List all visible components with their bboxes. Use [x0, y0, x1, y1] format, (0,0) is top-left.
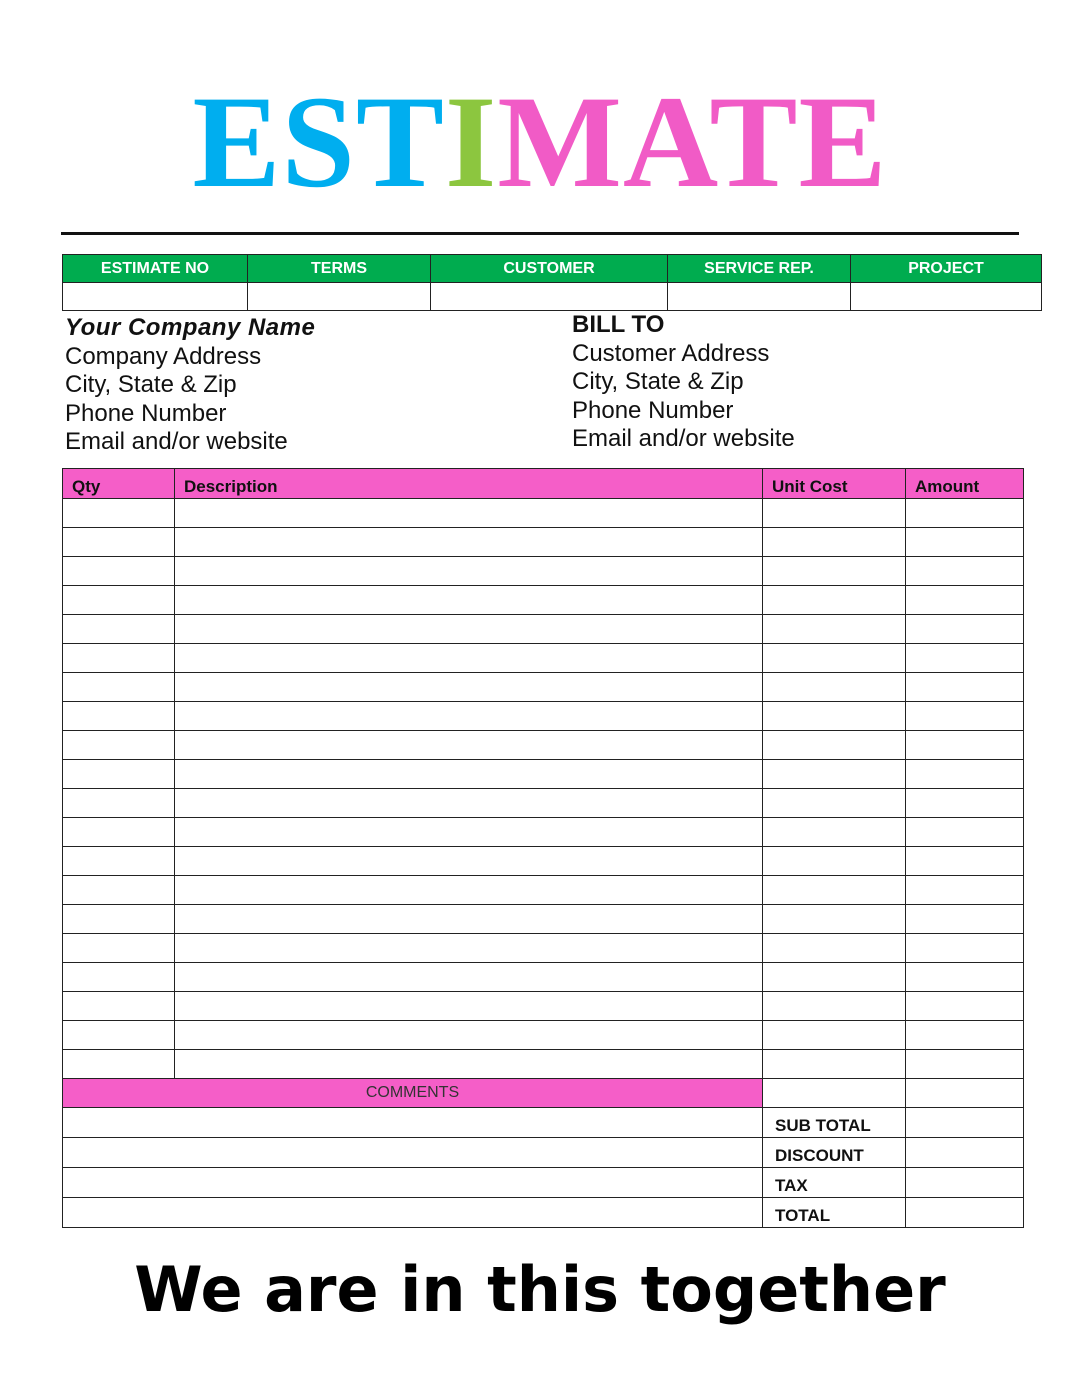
totals-amount-cell[interactable]: [906, 1138, 1024, 1168]
unit-cost-cell[interactable]: [763, 499, 906, 528]
table-row: [63, 644, 1024, 673]
title-segment-mate: MATE: [497, 68, 888, 215]
amount-cell[interactable]: [906, 557, 1024, 586]
unit-cost-cell[interactable]: [763, 702, 906, 731]
qty-cell[interactable]: [63, 702, 175, 731]
unit-cost-cell[interactable]: [763, 1050, 906, 1079]
table-row: [63, 557, 1024, 586]
description-cell[interactable]: [175, 499, 763, 528]
amount-cell[interactable]: [906, 992, 1024, 1021]
title-segment-i: I: [444, 68, 498, 215]
header-service-rep: SERVICE REP.: [668, 255, 851, 283]
customer-field[interactable]: [431, 283, 668, 311]
description-cell[interactable]: [175, 876, 763, 905]
description-cell[interactable]: [175, 789, 763, 818]
qty-cell[interactable]: [63, 876, 175, 905]
unit-cost-cell[interactable]: [763, 615, 906, 644]
description-cell[interactable]: [175, 905, 763, 934]
company-city: City, State & Zip: [65, 371, 237, 398]
header-project: PROJECT: [851, 255, 1042, 283]
amount-cell[interactable]: [906, 760, 1024, 789]
unit-cost-cell[interactable]: [763, 876, 906, 905]
title-divider: [61, 232, 1019, 235]
qty-cell[interactable]: [63, 673, 175, 702]
company-block: [65, 314, 315, 457]
company-address: Company Address: [65, 342, 262, 370]
header-customer: CUSTOMER: [431, 255, 668, 283]
amount-cell[interactable]: [906, 789, 1024, 818]
amount-cell[interactable]: [906, 1050, 1024, 1079]
table-row: [63, 876, 1024, 905]
qty-cell[interactable]: [63, 731, 175, 760]
table-row: [63, 992, 1024, 1021]
totals-spacer-cell: [763, 1079, 906, 1108]
table-row: [63, 1021, 1024, 1050]
qty-cell[interactable]: [63, 992, 175, 1021]
totals-row: [63, 1198, 1024, 1228]
qty-cell[interactable]: [63, 789, 175, 818]
description-cell[interactable]: [175, 1050, 763, 1079]
qty-cell[interactable]: [63, 644, 175, 673]
amount-cell[interactable]: [906, 963, 1024, 992]
items-header-row: [63, 469, 1024, 499]
comments-line[interactable]: [63, 1168, 763, 1198]
unit-cost-cell[interactable]: [763, 992, 906, 1021]
description-cell[interactable]: [175, 760, 763, 789]
table-row: [63, 731, 1024, 760]
table-row: [63, 702, 1024, 731]
amount-cell[interactable]: [906, 731, 1024, 760]
description-cell[interactable]: [175, 615, 763, 644]
qty-cell[interactable]: [63, 1050, 175, 1079]
header-unit-cost: Unit Cost: [763, 469, 906, 499]
qty-cell[interactable]: [63, 905, 175, 934]
totals-label: SUB TOTAL: [763, 1108, 906, 1138]
table-row: [63, 528, 1024, 557]
unit-cost-cell[interactable]: [763, 586, 906, 615]
table-row: [63, 934, 1024, 963]
totals-spacer-amount: [906, 1079, 1024, 1108]
table-row: [63, 760, 1024, 789]
unit-cost-cell[interactable]: [763, 760, 906, 789]
qty-cell[interactable]: [63, 615, 175, 644]
customer-email: Email and/or website: [572, 425, 795, 452]
amount-cell[interactable]: [906, 644, 1024, 673]
line-items-table: [62, 468, 1024, 1228]
service-rep-field[interactable]: [668, 283, 851, 311]
project-field[interactable]: [851, 283, 1042, 311]
qty-cell[interactable]: [63, 557, 175, 586]
totals-amount-cell[interactable]: [906, 1108, 1024, 1138]
estimate-info-table: [62, 254, 1042, 311]
description-cell[interactable]: [175, 1021, 763, 1050]
description-cell[interactable]: [175, 992, 763, 1021]
amount-cell[interactable]: [906, 673, 1024, 702]
table-row: [63, 499, 1024, 528]
table-row: [63, 673, 1024, 702]
qty-cell[interactable]: [63, 760, 175, 789]
unit-cost-cell[interactable]: [763, 847, 906, 876]
company-phone: Phone Number: [65, 399, 227, 427]
amount-cell[interactable]: [906, 905, 1024, 934]
qty-cell[interactable]: [63, 934, 175, 963]
amount-cell[interactable]: [906, 1021, 1024, 1050]
table-row: [63, 847, 1024, 876]
totals-label: DISCOUNT: [763, 1138, 906, 1168]
customer-address: Customer Address: [572, 339, 770, 367]
unit-cost-cell[interactable]: [763, 905, 906, 934]
comments-line[interactable]: [63, 1108, 763, 1138]
company-name: Your Company Name: [65, 314, 316, 341]
amount-cell[interactable]: [906, 876, 1024, 905]
amount-cell[interactable]: [906, 499, 1024, 528]
amount-cell[interactable]: [906, 818, 1024, 847]
description-cell[interactable]: [175, 586, 763, 615]
qty-cell[interactable]: [63, 1021, 175, 1050]
slogan: We are in this together: [134, 1253, 946, 1326]
totals-label: TOTAL: [763, 1198, 906, 1228]
header-amount: Amount: [906, 469, 1024, 499]
table-row: [63, 905, 1024, 934]
info-value-row: [63, 283, 1042, 311]
totals-row: [63, 1108, 1024, 1138]
customer-phone: Phone Number: [572, 396, 734, 424]
qty-cell[interactable]: [63, 528, 175, 557]
unit-cost-cell[interactable]: [763, 818, 906, 847]
table-row: [63, 615, 1024, 644]
terms-field[interactable]: [248, 283, 431, 311]
amount-cell[interactable]: [906, 586, 1024, 615]
description-cell[interactable]: [175, 644, 763, 673]
description-cell[interactable]: [175, 702, 763, 731]
company-email: Email and/or website: [65, 428, 288, 455]
bill-to-block: [572, 311, 795, 454]
unit-cost-cell[interactable]: [763, 673, 906, 702]
estimate-no-field[interactable]: [63, 283, 248, 311]
qty-cell[interactable]: [63, 499, 175, 528]
header-terms: TERMS: [248, 255, 431, 283]
customer-city: City, State & Zip: [572, 368, 744, 395]
comments-label: COMMENTS: [63, 1079, 763, 1108]
totals-row: [63, 1138, 1024, 1168]
comments-line[interactable]: [63, 1138, 763, 1168]
qty-cell[interactable]: [63, 963, 175, 992]
amount-cell[interactable]: [906, 934, 1024, 963]
unit-cost-cell[interactable]: [763, 789, 906, 818]
bill-to-label: BILL TO: [572, 311, 665, 338]
amount-cell[interactable]: [906, 615, 1024, 644]
description-cell[interactable]: [175, 934, 763, 963]
header-qty: Qty: [63, 469, 175, 499]
table-row: [63, 789, 1024, 818]
header-description: Description: [175, 469, 763, 499]
qty-cell[interactable]: [63, 847, 175, 876]
title-segment-est: EST: [192, 68, 445, 215]
description-cell[interactable]: [175, 528, 763, 557]
qty-cell[interactable]: [63, 586, 175, 615]
totals-row: [63, 1168, 1024, 1198]
amount-cell[interactable]: [906, 528, 1024, 557]
unit-cost-cell[interactable]: [763, 528, 906, 557]
table-row: [63, 818, 1024, 847]
qty-cell[interactable]: [63, 818, 175, 847]
header-estimate-no: ESTIMATE NO: [63, 255, 248, 283]
amount-cell[interactable]: [906, 847, 1024, 876]
comments-header-row: [63, 1079, 1024, 1108]
estimate-title: [0, 68, 1080, 215]
table-row: [63, 1050, 1024, 1079]
table-row: [63, 963, 1024, 992]
unit-cost-cell[interactable]: [763, 644, 906, 673]
description-cell[interactable]: [175, 731, 763, 760]
totals-amount-cell[interactable]: [906, 1198, 1024, 1228]
description-cell[interactable]: [175, 673, 763, 702]
unit-cost-cell[interactable]: [763, 963, 906, 992]
totals-label: TAX: [763, 1168, 906, 1198]
description-cell[interactable]: [175, 847, 763, 876]
unit-cost-cell[interactable]: [763, 934, 906, 963]
totals-amount-cell[interactable]: [906, 1168, 1024, 1198]
description-cell[interactable]: [175, 963, 763, 992]
amount-cell[interactable]: [906, 702, 1024, 731]
description-cell[interactable]: [175, 557, 763, 586]
unit-cost-cell[interactable]: [763, 731, 906, 760]
comments-line[interactable]: [63, 1198, 763, 1228]
unit-cost-cell[interactable]: [763, 557, 906, 586]
description-cell[interactable]: [175, 818, 763, 847]
table-row: [63, 586, 1024, 615]
unit-cost-cell[interactable]: [763, 1021, 906, 1050]
info-header-row: [63, 255, 1042, 283]
